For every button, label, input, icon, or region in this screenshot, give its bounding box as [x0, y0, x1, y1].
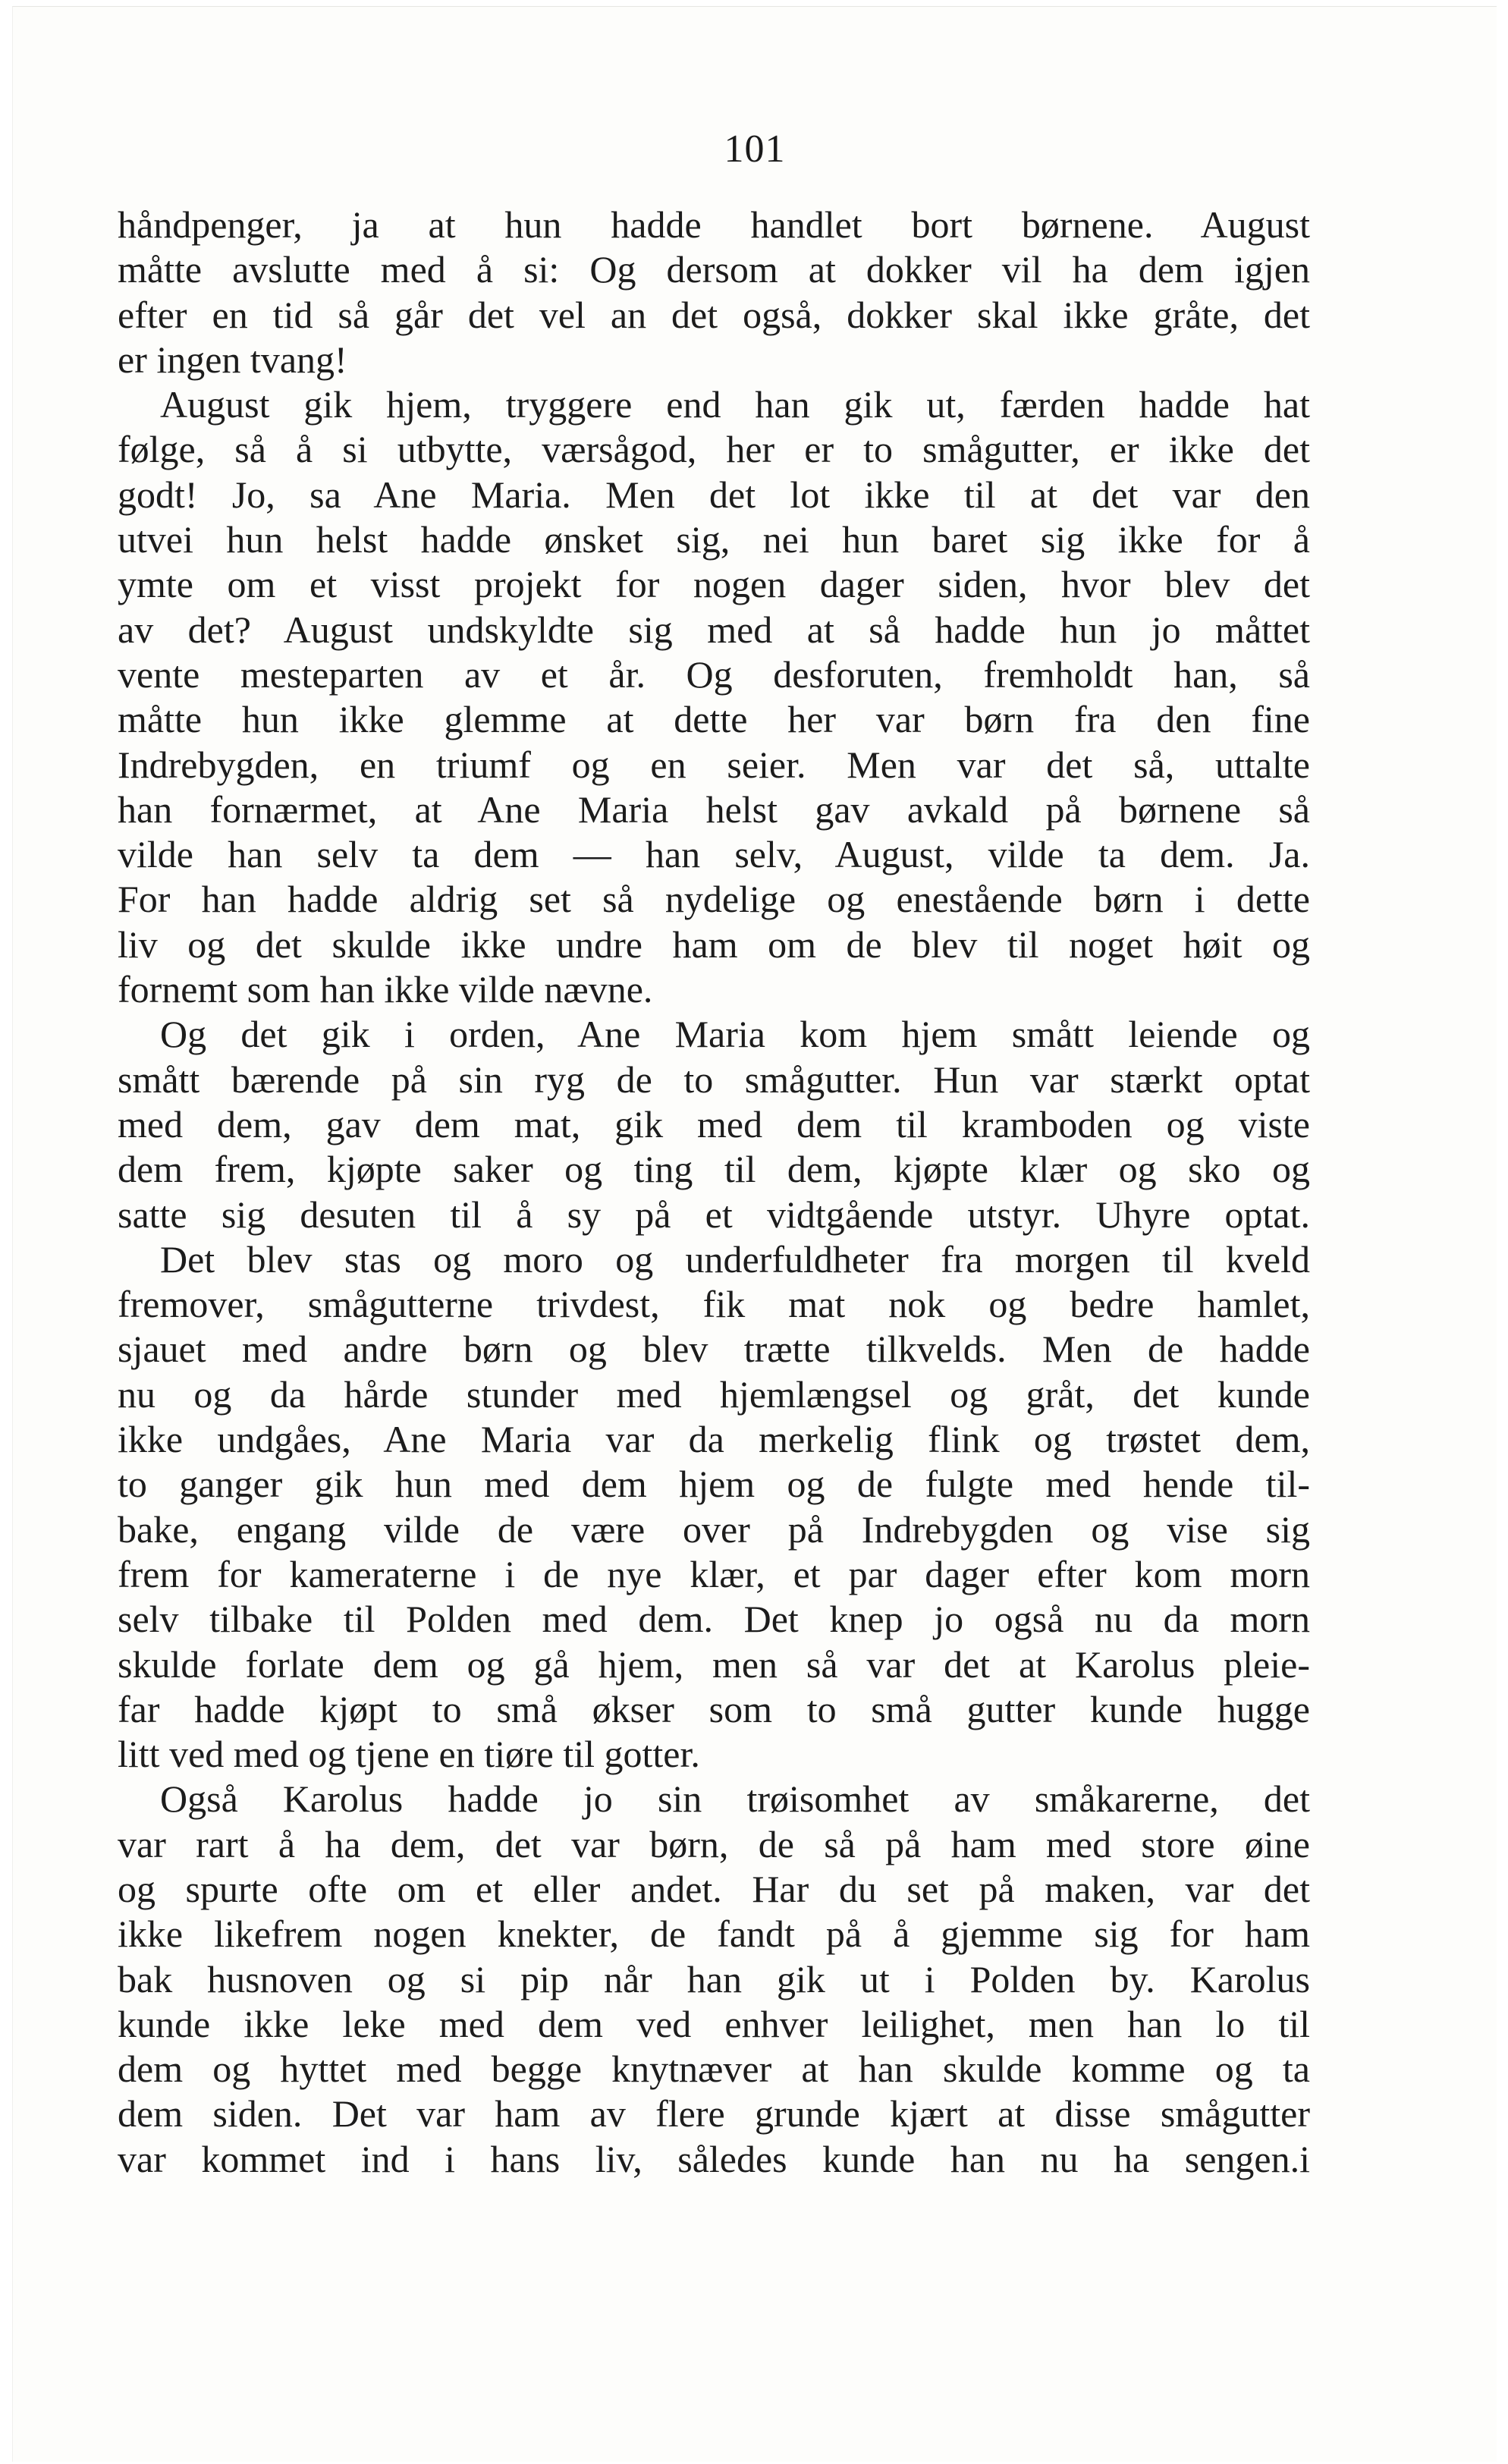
text-line: dem frem, kjøpte saker og ting til dem, kjøpte klær og sko og [118, 1148, 1310, 1191]
text-line: ymte om et visst projekt for nogen dager siden, hvor blev det [118, 563, 1310, 606]
text-line: skulde forlate dem og gå hjem, men så var det at Karolus pleie- [118, 1642, 1310, 1686]
text-line: satte sig desuten til å sy på et vidtgående utstyr. Uhyre optat. [118, 1193, 1310, 1236]
text-line: ikke likefrem nogen knekter, de fandt på å gjemme sig for ham [118, 1912, 1310, 1956]
text-line: utvei hun helst hadde ønsket sig, nei hun baret sig ikke for å [118, 518, 1310, 561]
text-line: Og det gik i orden, Ane Maria kom hjem smått leiende og [160, 1013, 1310, 1056]
text-line: måtte hun ikke glemme at dette her var børn fra den fine [118, 698, 1310, 741]
text-line: selv tilbake til Polden med dem. Det knep jo også nu da morn [118, 1598, 1310, 1641]
text-line: med dem, gav dem mat, gik med dem til kramboden og viste [118, 1102, 1310, 1146]
text-line: dem siden. Det var ham av flere grunde kjært at disse smågutter [118, 2092, 1310, 2136]
text-line: håndpenger, ja at hun hadde handlet bort børnene. August [118, 203, 1310, 246]
text-line: far hadde kjøpt to små økser som to små gutter kunde hugge [118, 1687, 1310, 1730]
text-line: liv og det skulde ikke undre ham om de blev til noget høit og [118, 922, 1310, 966]
text-line: var kommet ind i hans liv, således kunde han nu ha sengen.i [118, 2137, 1310, 2180]
text-line: kunde ikke leke med dem ved enhver leilighet, men han lo til [118, 2002, 1310, 2045]
text-line: Indrebygden, en triumf og en seier. Men var det så, uttalte [118, 743, 1310, 786]
text-line: litt ved med og tjene en tiøre til gotter. [118, 1733, 700, 1776]
text-line: følge, så å si utbytte, værsågod, her er to smågutter, er ikke det [118, 428, 1310, 471]
text-line: smått bærende på sin ryg de to smågutter. Hun var stærkt optat [118, 1058, 1310, 1101]
text-line: vilde han selv ta dem — han selv, August, vilde ta dem. Ja. [118, 833, 1310, 876]
text-line: fornemt som han ikke vilde nævne. [118, 968, 653, 1011]
body-text [118, 203, 1310, 2182]
text-line: frem for kameraterne i de nye klær, et par dager efter kom morn [118, 1552, 1310, 1595]
text-line: sjauet med andre børn og blev trætte tilkvelds. Men de hadde [118, 1328, 1310, 1371]
book-page [12, 6, 1497, 2462]
text-line: Det blev stas og moro og underfuldheter fra morgen til kveld [160, 1237, 1310, 1281]
text-line: vente mesteparten av et år. Og desforuten, fremholdt han, så [118, 652, 1310, 696]
text-line: godt! Jo, sa Ane Maria. Men det lot ikke til at det var den [118, 473, 1310, 516]
text-line: August gik hjem, tryggere end han gik ut, færden hadde hat [160, 383, 1310, 426]
text-line: fremover, smågutterne trivdest, fik mat nok og bedre hamlet, [118, 1283, 1310, 1326]
text-line: måtte avslutte med å si: Og dersom at dokker vil ha dem igjen [118, 248, 1310, 291]
text-line: ikke undgåes, Ane Maria var da merkelig flink og trøstet dem, [118, 1418, 1310, 1461]
text-line: For han hadde aldrig set så nydelige og enestående børn i dette [118, 878, 1310, 921]
text-line: av det? August undskyldte sig med at så hadde hun jo måttet [118, 608, 1310, 651]
text-line: to ganger gik hun med dem hjem og de fulgte med hende til- [118, 1463, 1310, 1506]
text-line: dem og hyttet med begge knytnæver at han skulde komme og ta [118, 2048, 1310, 2091]
text-line: efter en tid så går det vel an det også, dokker skal ikke gråte, det [118, 293, 1310, 336]
text-line: nu og da hårde stunder med hjemlængsel og gråt, det kunde [118, 1372, 1310, 1416]
text-line: Også Karolus hadde jo sin trøisomhet av småkarerne, det [160, 1777, 1310, 1821]
text-line: er ingen tvang! [118, 338, 347, 381]
page-number: 101 [724, 127, 786, 171]
text-line: han fornærmet, at Ane Maria helst gav avkald på børnene så [118, 787, 1310, 831]
text-line: bake, engang vilde de være over på Indrebygden og vise sig [118, 1507, 1310, 1551]
text-line: bak husnoven og si pip når han gik ut i Polden by. Karolus [118, 1957, 1310, 2000]
text-line: var rart å ha dem, det var børn, de så på ham med store øine [118, 1822, 1310, 1865]
text-line: og spurte ofte om et eller andet. Har du set på maken, var det [118, 1867, 1310, 1910]
